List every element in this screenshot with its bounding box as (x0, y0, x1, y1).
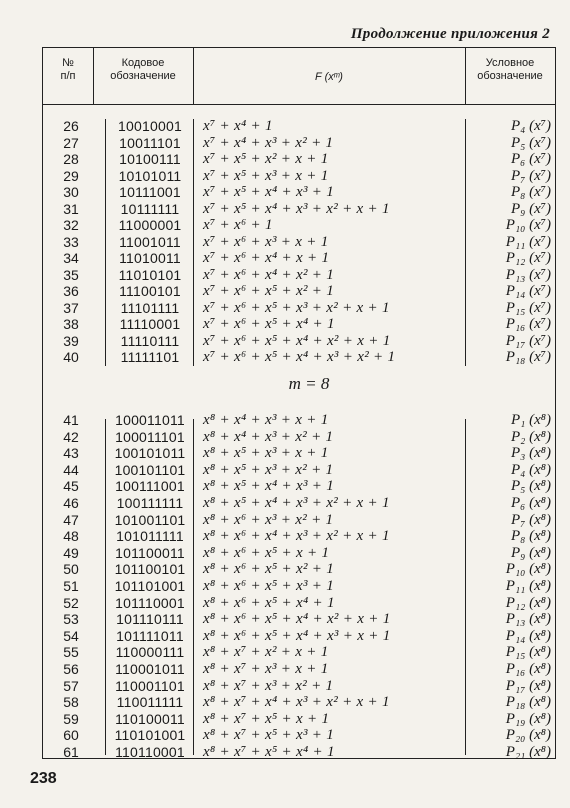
row-symbol: P₁₂ (x⁷) (505, 250, 551, 266)
table-row (43, 728, 555, 743)
row-code: 110100011 (115, 710, 185, 727)
row-polynomial: x⁸ + x⁶ + x⁵ + x⁴ + 1 (203, 594, 335, 611)
row-polynomial: x⁸ + x⁶ + x⁵ + x² + 1 (203, 561, 335, 578)
row-symbol: P₁₄ (x⁸) (505, 627, 551, 644)
row-polynomial: x⁷ + x⁴ + 1 (203, 118, 273, 134)
row-code: 100111001 (115, 478, 185, 495)
row-polynomial: x⁸ + x⁴ + x³ + x² + 1 (203, 428, 334, 445)
row-code: 110011111 (116, 694, 184, 711)
row-code: 101111011 (116, 627, 184, 644)
table-row (43, 350, 555, 365)
row-symbol: P₈ (x⁷) (511, 184, 551, 200)
row-code: 11101111 (120, 299, 180, 316)
table-row (43, 579, 555, 594)
row-symbol: P₂₁ (x⁸) (505, 744, 551, 760)
table-row (43, 284, 555, 299)
row-polynomial: x⁷ + x⁵ + x⁴ + x³ + x² + x + 1 (203, 200, 390, 217)
row-code: 100011011 (115, 412, 185, 428)
row-number: 60 (63, 727, 79, 744)
table-row (43, 463, 555, 478)
row-polynomial: x⁷ + x⁶ + x⁴ + x + 1 (203, 250, 330, 266)
row-number: 30 (63, 184, 79, 200)
row-code: 11111101 (120, 349, 180, 365)
row-code: 110101001 (114, 727, 186, 744)
row-polynomial: x⁷ + x⁶ + x⁵ + x³ + x² + x + 1 (203, 299, 390, 316)
row-symbol: P₁₃ (x⁷) (505, 266, 551, 283)
row-symbol: P₉ (x⁷) (511, 200, 551, 217)
row-number: 46 (63, 495, 79, 511)
table-row (43, 119, 555, 134)
row-symbol: P₂₀ (x⁸) (505, 727, 551, 744)
row-number: 32 (63, 217, 79, 233)
table-row (43, 629, 555, 644)
row-code: 100101011 (114, 445, 186, 462)
row-code: 10101011 (118, 167, 182, 184)
row-symbol: P₄ (x⁸) (511, 461, 551, 478)
table-row (43, 513, 555, 528)
row-symbol: P₈ (x⁸) (511, 528, 551, 545)
row-symbol: P₁₄ (x⁷) (505, 283, 551, 299)
row-polynomial: x⁸ + x⁵ + x³ + x + 1 (203, 445, 329, 462)
row-symbol: P₁₅ (x⁷) (505, 299, 551, 316)
row-number: 29 (63, 167, 79, 184)
row-symbol: P₂ (x⁸) (511, 428, 551, 445)
table-row (43, 413, 555, 428)
row-code: 11100101 (119, 283, 181, 299)
row-polynomial: x⁸ + x⁶ + x⁵ + x³ + 1 (203, 578, 335, 594)
table-row (43, 235, 555, 250)
row-symbol: P₁₀ (x⁷) (505, 217, 551, 233)
row-code: 110110001 (115, 744, 185, 760)
row-number: 47 (63, 511, 79, 528)
row-code: 100011101 (115, 428, 185, 445)
row-code: 11010011 (119, 250, 181, 266)
header-code: Кодовое обозначение (110, 57, 176, 82)
table-row (43, 712, 555, 727)
row-symbol: P₁₈ (x⁷) (505, 349, 551, 365)
row-code: 100111111 (116, 495, 184, 511)
table-row (43, 645, 555, 660)
section-label: m = 8 (288, 374, 330, 393)
row-number: 26 (63, 118, 79, 134)
row-polynomial: x⁷ + x⁴ + x³ + x² + 1 (203, 134, 334, 151)
table-row (43, 251, 555, 266)
row-polynomial: x⁷ + x⁵ + x³ + x + 1 (203, 167, 329, 184)
row-polynomial: x⁸ + x⁵ + x³ + x² + 1 (203, 461, 334, 478)
row-number: 35 (63, 266, 79, 283)
table-row (43, 185, 555, 200)
table-row (43, 496, 555, 511)
row-number: 50 (63, 561, 79, 578)
row-number: 59 (63, 710, 79, 727)
page-number: 238 (30, 770, 57, 787)
header-function: F (xᵐ) (315, 71, 343, 83)
row-number: 54 (63, 627, 79, 644)
row-code: 11001011 (119, 233, 181, 250)
row-polynomial: x⁷ + x⁵ + x² + x + 1 (203, 151, 329, 167)
row-polynomial: x⁸ + x⁷ + x³ + x² + 1 (203, 677, 334, 694)
table-row (43, 596, 555, 611)
table-row (43, 679, 555, 694)
row-number: 34 (63, 250, 79, 266)
row-number: 39 (63, 332, 79, 349)
table-row (43, 546, 555, 561)
row-symbol: P₁₉ (x⁸) (505, 710, 551, 727)
table-row (43, 218, 555, 233)
row-code: 11110001 (119, 316, 181, 332)
row-number: 61 (63, 744, 79, 760)
row-polynomial: x⁸ + x⁴ + x³ + x + 1 (203, 412, 329, 428)
row-code: 110000111 (115, 644, 185, 661)
row-code: 10100111 (119, 151, 181, 167)
row-symbol: P₅ (x⁸) (511, 478, 551, 495)
row-code: 110001101 (115, 677, 185, 694)
row-polynomial: x⁸ + x⁷ + x⁵ + x⁴ + 1 (203, 744, 335, 760)
table-row (43, 562, 555, 577)
row-symbol: P₆ (x⁸) (511, 495, 551, 511)
row-code: 101001101 (114, 511, 186, 528)
table-row (43, 136, 555, 151)
row-number: 58 (63, 694, 79, 711)
row-code: 101101001 (114, 578, 186, 594)
row-polynomial: x⁸ + x⁷ + x⁵ + x + 1 (203, 710, 330, 727)
row-number: 33 (63, 233, 79, 250)
row-polynomial: x⁸ + x⁵ + x⁴ + x³ + 1 (203, 478, 335, 495)
row-number: 40 (63, 349, 79, 365)
table-row (43, 152, 555, 167)
polynomial-table (42, 47, 556, 759)
row-polynomial: x⁷ + x⁶ + x⁵ + x⁴ + x³ + x² + 1 (203, 349, 396, 365)
row-polynomial: x⁸ + x⁷ + x⁵ + x³ + 1 (203, 727, 335, 744)
row-code: 101011111 (116, 528, 184, 545)
row-symbol: P₁₆ (x⁷) (505, 316, 551, 332)
row-number: 53 (63, 611, 79, 628)
row-polynomial: x⁷ + x⁶ + x⁵ + x⁴ + x² + x + 1 (203, 332, 391, 349)
row-symbol: P₇ (x⁷) (511, 167, 551, 184)
row-symbol: P₅ (x⁷) (511, 134, 551, 151)
row-code: 11010101 (118, 266, 182, 283)
row-polynomial: x⁸ + x⁶ + x⁴ + x³ + x² + x + 1 (203, 528, 390, 545)
row-code: 10010001 (118, 118, 182, 134)
row-polynomial: x⁸ + x⁶ + x⁵ + x⁴ + x³ + x + 1 (203, 627, 391, 644)
row-number: 48 (63, 528, 79, 545)
row-code: 11110111 (120, 332, 180, 349)
row-polynomial: x⁸ + x⁷ + x² + x + 1 (203, 644, 329, 661)
row-polynomial: x⁸ + x⁶ + x⁵ + x⁴ + x² + x + 1 (203, 611, 391, 628)
row-symbol: P₁₀ (x⁸) (505, 561, 551, 578)
page-header: Продолжение приложения 2 (350, 26, 550, 42)
row-number: 31 (63, 200, 79, 217)
row-number: 56 (63, 661, 79, 677)
row-polynomial: x⁷ + x⁶ + x⁴ + x² + 1 (203, 266, 335, 283)
row-symbol: P₁₃ (x⁸) (505, 611, 551, 628)
table-row (43, 301, 555, 316)
row-number: 52 (63, 594, 79, 611)
row-symbol: P₁₁ (x⁸) (505, 578, 551, 594)
row-code: 100101101 (114, 461, 186, 478)
table-row (43, 529, 555, 544)
row-symbol: P₁₇ (x⁸) (505, 677, 551, 694)
row-polynomial: x⁷ + x⁶ + 1 (203, 217, 273, 233)
row-number: 27 (63, 134, 79, 151)
row-code: 101110001 (115, 594, 185, 611)
row-polynomial: x⁷ + x⁵ + x⁴ + x³ + 1 (203, 184, 335, 200)
row-symbol: P₁₁ (x⁷) (505, 233, 551, 250)
row-number: 45 (63, 478, 79, 495)
row-code: 110001011 (115, 661, 185, 677)
row-number: 38 (63, 316, 79, 332)
row-number: 57 (63, 677, 79, 694)
row-polynomial: x⁸ + x⁷ + x⁴ + x³ + x² + x + 1 (203, 694, 390, 711)
row-symbol: P₁ (x⁸) (511, 412, 551, 428)
row-number: 49 (63, 544, 79, 561)
row-symbol: P₁₆ (x⁸) (505, 661, 551, 677)
row-symbol: P₇ (x⁸) (511, 511, 551, 528)
table-row (43, 317, 555, 332)
row-symbol: P₉ (x⁸) (511, 544, 551, 561)
table-row (43, 695, 555, 710)
row-polynomial: x⁸ + x⁵ + x⁴ + x³ + x² + x + 1 (203, 495, 390, 511)
table-row (43, 334, 555, 349)
row-number: 44 (63, 461, 79, 478)
row-number: 37 (63, 299, 79, 316)
table-row (43, 430, 555, 445)
table-row (43, 745, 555, 760)
row-polynomial: x⁸ + x⁶ + x⁵ + x + 1 (203, 544, 330, 561)
header-symbol: Условное обозначение (477, 57, 543, 82)
row-code: 10111001 (119, 184, 181, 200)
table-row (43, 446, 555, 461)
row-symbol: P₆ (x⁷) (511, 151, 551, 167)
row-symbol: P₄ (x⁷) (511, 118, 551, 134)
row-polynomial: x⁸ + x⁷ + x³ + x + 1 (203, 661, 329, 677)
header-num: № п/п (60, 57, 76, 82)
row-number: 42 (63, 428, 79, 445)
row-symbol: P₁₂ (x⁸) (505, 594, 551, 611)
row-polynomial: x⁷ + x⁶ + x³ + x + 1 (203, 233, 329, 250)
row-code: 101100101 (114, 561, 186, 578)
row-code: 11000001 (118, 217, 182, 233)
row-code: 101110111 (116, 611, 184, 628)
row-symbol: P₃ (x⁸) (511, 445, 551, 462)
row-number: 28 (63, 151, 79, 167)
table-row (43, 479, 555, 494)
table-row (43, 268, 555, 283)
row-symbol: P₁₈ (x⁸) (505, 694, 551, 711)
table-row (43, 202, 555, 217)
row-symbol: P₁₅ (x⁸) (505, 644, 551, 661)
row-number: 41 (63, 412, 79, 428)
table-row (43, 662, 555, 677)
row-polynomial: x⁷ + x⁶ + x⁵ + x² + 1 (203, 283, 335, 299)
row-polynomial: x⁷ + x⁶ + x⁵ + x⁴ + 1 (203, 316, 335, 332)
table-row (43, 169, 555, 184)
row-number: 55 (63, 644, 79, 661)
row-code: 10011101 (119, 134, 181, 151)
row-number: 51 (63, 578, 79, 594)
row-number: 43 (63, 445, 79, 462)
row-polynomial: x⁸ + x⁶ + x³ + x² + 1 (203, 511, 334, 528)
row-code: 101100011 (115, 544, 185, 561)
row-symbol: P₁₇ (x⁷) (505, 332, 551, 349)
row-number: 36 (63, 283, 79, 299)
table-row (43, 612, 555, 627)
row-code: 10111111 (120, 200, 180, 217)
